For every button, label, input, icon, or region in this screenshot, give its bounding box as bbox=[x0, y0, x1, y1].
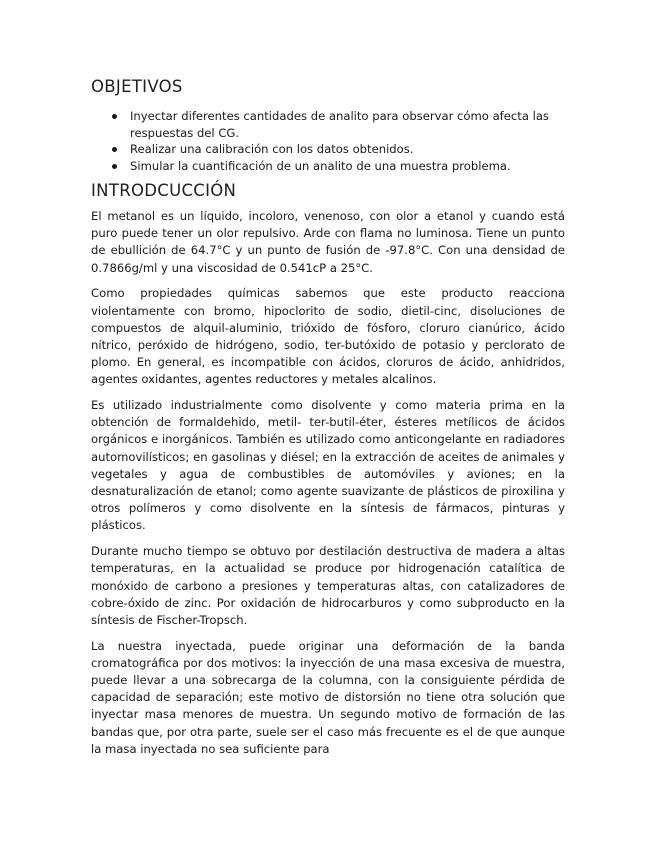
bullet-icon bbox=[112, 114, 117, 119]
page-content bbox=[91, 76, 565, 767]
bullet-icon bbox=[112, 147, 117, 152]
objective-text: Inyectar diferentes cantidades de analito para observar cómo afecta las respuestas del CG. bbox=[130, 109, 549, 140]
intro-paragraph: Durante mucho tiempo se obtuvo por destilación destructiva de madera a altas temperaturas, en la actualidad se produce por hidrogenación catalítica de monóxido de carbono a presiones y temperaturas altas, con catalizadores de cobre-óxido de zinc. Por oxidación de hidrocarburos y como subproducto en la síntesis de Fischer-Tropsch. bbox=[91, 544, 565, 627]
objective-text: Simular la cuantificación de un analito de una muestra problema. bbox=[130, 158, 511, 173]
list-item bbox=[91, 108, 565, 141]
objectives-list bbox=[91, 108, 565, 174]
intro-paragraph: La nuestra inyectada, puede originar una deformación de la banda cromatográfica por dos motivos: la inyección de una masa excesiva de muestra, puede llevar a una sobrecarga de la columna, con la consiguiente pérdida de capacidad de separación; este motivo de distorsión no tiene otra solución que inyectar masa menores de muestra. Un segundo motivo de formación de las bandas que, por otra parte, suele ser el caso más frecuente es el de que aunque la masa inyectada no sea suficiente para bbox=[91, 638, 565, 756]
introduction-heading: INTRODCUCCIÓN bbox=[91, 181, 237, 200]
intro-paragraph: Como propiedades químicas sabemos que este producto reacciona violentamente con bromo, hipoclorito de sodio, dietil-cinc, disoluciones de compuestos de alquil-aluminio, trióxido de fósforo, cloruro cianúrico, ácido nítrico, peróxido de hidrógeno, sodio, ter-butóxido de potasio y perclorato de plomo. En general, es incompatible con ácidos, cloruros de ácido, anhidridos, agentes oxidantes, agentes reductores y metales alcalinos. bbox=[91, 286, 565, 387]
intro-paragraph: El metanol es un líquido, incoloro, venenoso, con olor a etanol y cuando está puro puede tener un olor repulsivo. Arde con flama no luminosa. Tiene un punto de ebullición de 64.7°C y un punto de fusión de -97.8°C. Con una densidad de 0.7866g/ml y una viscosidad de 0.541cP a 25°C. bbox=[91, 209, 565, 275]
list-item bbox=[91, 141, 565, 158]
objective-text: Realizar una calibración con los datos obtenidos. bbox=[130, 142, 414, 156]
list-item bbox=[91, 158, 565, 175]
intro-paragraph: Es utilizado industrialmente como disolvente y como materia prima en la obtención de formaldehido, metil- ter-butil-éter, ésteres metílicos de ácidos orgánicos e inorgánicos. También es utilizado como anticongelante en radiadores automovilísticos; en gasolinas y diésel; en la extracción de aceites de animales y vegetales y agua de combustibles de automóviles y aviones; en la desnaturalización de etanol; como agente suavizante de plásticos de piroxilina y otros polímeros y como disolvente en la síntesis de fármacos, pinturas y plásticos. bbox=[91, 398, 565, 533]
objectives-heading: OBJETIVOS bbox=[91, 77, 183, 96]
bullet-icon bbox=[112, 164, 117, 169]
